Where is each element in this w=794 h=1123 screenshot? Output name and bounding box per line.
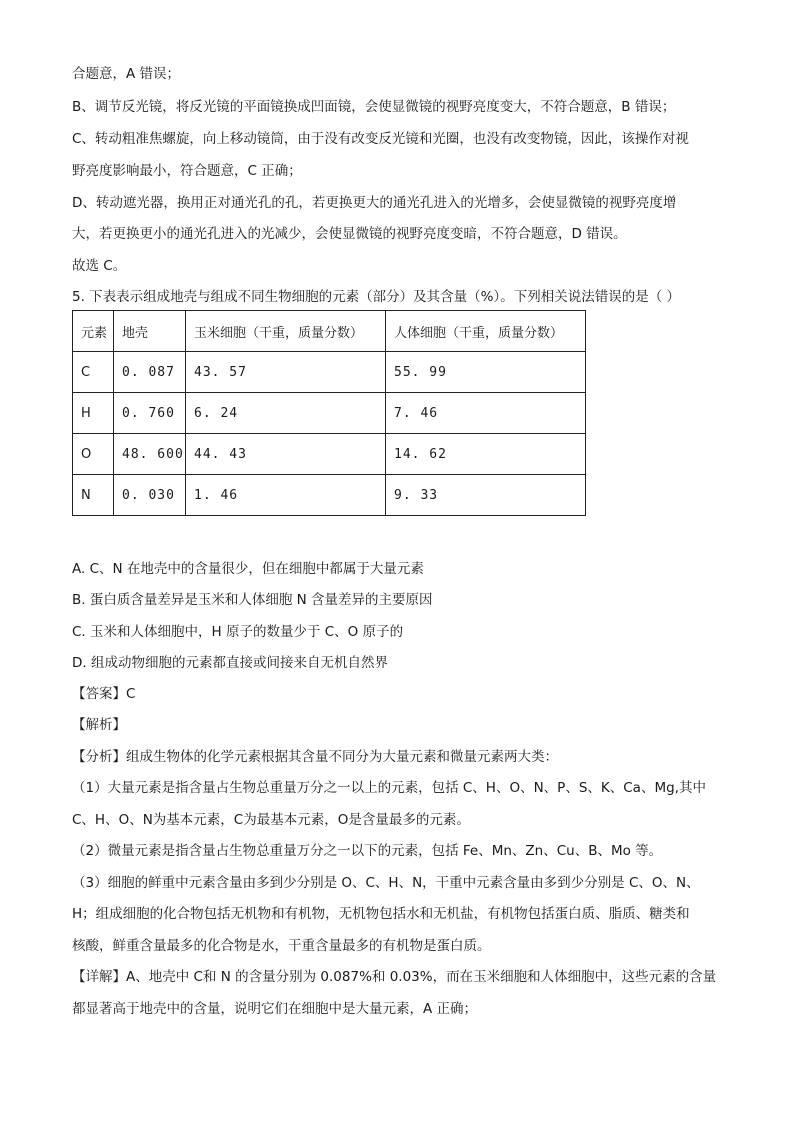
table-header-cell: 人体细胞（干重，质量分数）: [386, 311, 586, 352]
text-line: （3）细胞的鲜重中元素含量由多到少分别是 O、C、H、N，干重中元素含量由多到少分别是 C、O、N、: [72, 875, 700, 891]
table-header-cell: 元素: [73, 311, 114, 352]
table-cell: 6. 24: [186, 393, 386, 434]
table-row: [73, 393, 586, 434]
text-line: 大，若更换更小的通光孔进入的光减少，会使显微镜的视野亮度变暗，不符合题意，D 错误。: [72, 226, 627, 242]
text-line: 合题意，A 错误；: [72, 66, 181, 82]
text-line: 故选 C。: [72, 258, 127, 274]
table-row: [73, 475, 586, 516]
option-c: C. 玉米和人体细胞中，H 原子的数量少于 C、O 原子的: [72, 624, 404, 640]
table-cell: C: [73, 352, 114, 393]
text-line: H；组成细胞的化合物包括无机物和有机物，无机物包括水和无机盐，有机物包括蛋白质、脂质、糖类和: [72, 906, 690, 922]
option-a: A. C、N 在地壳中的含量很少，但在细胞中都属于大量元素: [72, 561, 424, 577]
text-line: B、调节反光镜，将反光镜的平面镜换成凹面镜，会使显微镜的视野亮度变大，不符合题意，B 错误；: [72, 99, 676, 115]
table-cell: 9. 33: [386, 475, 586, 516]
text-line: （2）微量元素是指含量占生物总重量万分之一以下的元素，包括 Fe、Mn、Zn、Cu、B、Mo 等。: [72, 843, 663, 859]
answer-label: 【答案】C: [72, 686, 136, 702]
table-cell: O: [73, 434, 114, 475]
text-line: C、转动粗准焦螺旋，向上移动镜筒，由于没有改变反光镜和光圈，也没有改变物镜，因此，该操作对视: [72, 131, 689, 147]
text-line: C、H、O、N为基本元素，C为最基本元素，O是含量最多的元素。: [72, 812, 470, 828]
table-cell: 7. 46: [386, 393, 586, 434]
analysis-heading: 【解析】: [72, 717, 126, 733]
question-stem: 5. 下表表示组成地壳与组成不同生物细胞的元素（部分）及其含量（%）。下列相关说法错误的是（ ）: [72, 289, 681, 305]
text-line: 都显著高于地壳中的含量，说明它们在细胞中是大量元素，A 正确；: [72, 1001, 478, 1017]
text-line: （1）大量元素是指含量占生物总重量万分之一以上的元素，包括 C、H、O、N、P、S、K、Ca、Mg,其中: [72, 780, 706, 796]
text-line: 【详解】A、地壳中 C和 N 的含量分别为 0.087%和 0.03%，而在玉米细胞和人体细胞中，这些元素的含量: [72, 969, 717, 985]
text-line: 核酸，鲜重含量最多的化合物是水，干重含量最多的有机物是蛋白质。: [72, 938, 491, 954]
element-content-table: [72, 310, 586, 516]
table-header-cell: 玉米细胞（干重，质量分数）: [186, 311, 386, 352]
table-cell: 48. 600: [114, 434, 186, 475]
table-header-row: [73, 311, 586, 352]
table-row: [73, 352, 586, 393]
option-b: B. 蛋白质含量差异是玉米和人体细胞 N 含量差异的主要原因: [72, 592, 433, 608]
table-cell: 55. 99: [386, 352, 586, 393]
table-cell: 43. 57: [186, 352, 386, 393]
analysis-intro: 【分析】组成生物体的化学元素根据其含量不同分为大量元素和微量元素两大类：: [72, 749, 558, 765]
option-d: D. 组成动物细胞的元素都直接或间接来自无机自然界: [72, 655, 388, 671]
table-cell: 0. 030: [114, 475, 186, 516]
table-header-cell: 地壳: [114, 311, 186, 352]
table-cell: 44. 43: [186, 434, 386, 475]
table-cell: 1. 46: [186, 475, 386, 516]
table-cell: N: [73, 475, 114, 516]
table-cell: 14. 62: [386, 434, 586, 475]
table-cell: H: [73, 393, 114, 434]
text-line: 野亮度影响最小，符合题意，C 正确；: [72, 163, 302, 179]
text-line: D、转动遮光器，换用正对通光孔的孔，若更换更大的通光孔进入的光增多，会使显微镜的视野亮度增: [72, 195, 677, 211]
table-cell: 0. 087: [114, 352, 186, 393]
table-row: [73, 434, 586, 475]
table-cell: 0. 760: [114, 393, 186, 434]
